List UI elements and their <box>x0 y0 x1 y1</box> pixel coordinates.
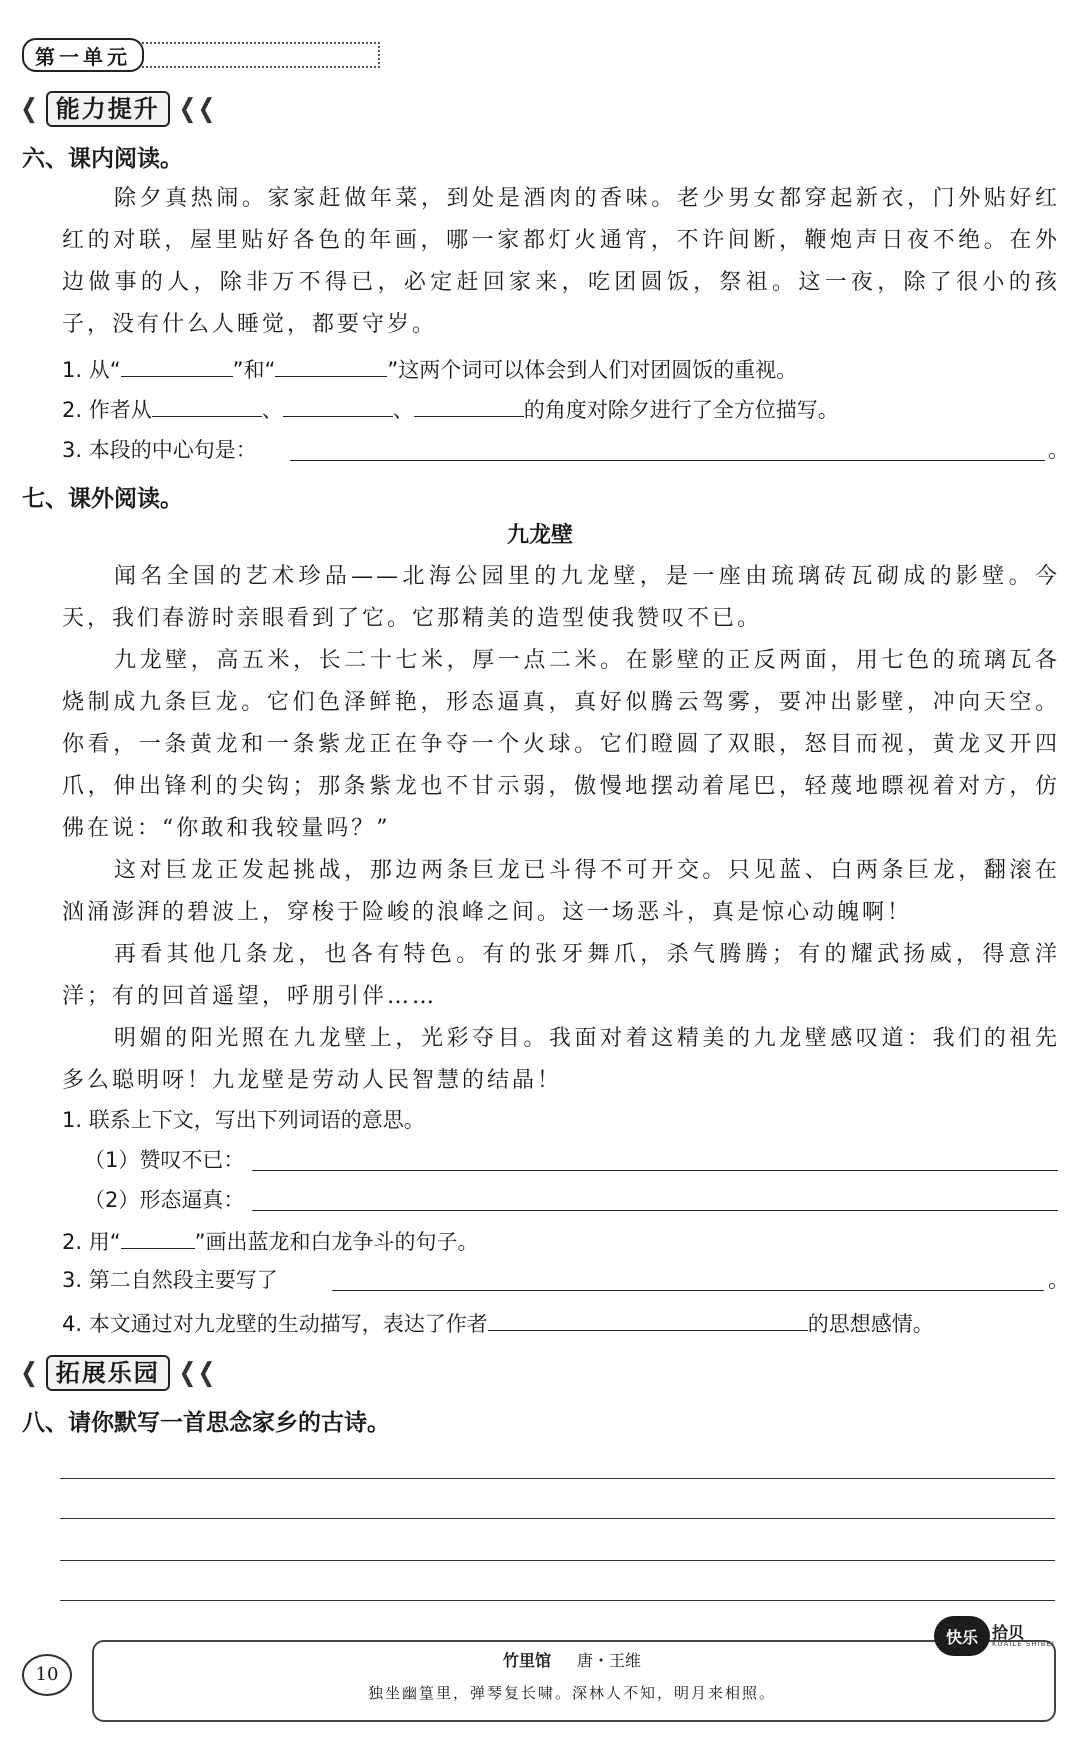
p7q2-text-b: ”画出蓝龙和白龙争斗的句子。 <box>194 1230 479 1254</box>
chevron-left-icon: ❮ <box>20 94 40 124</box>
section-badge-label: 能力提升 <box>46 91 170 127</box>
q2-blank-2[interactable] <box>283 390 393 417</box>
part7-q1: 1. 联系上下文，写出下列词语的意思。 <box>62 1108 425 1132</box>
part7-heading: 七、课外阅读。 <box>22 486 183 512</box>
article-paragraph-4: 再看其他几条龙，也各有特色。有的张牙舞爪，杀气腾腾；有的耀武扬威，得意洋洋；有的回首遥望，呼朋引伴…… <box>62 942 1060 1009</box>
article-paragraph-3: 这对巨龙正发起挑战，那边两条巨龙已斗得不可开交。只见蓝、白两条巨龙，翻滚在汹涌澎湃的碧波上，穿梭于险峻的浪峰之间。这一场恶斗，真是惊心动魄啊！ <box>62 858 1060 925</box>
part6-q2 <box>62 390 839 428</box>
part7-q1a: （1）赞叹不已： <box>84 1148 245 1172</box>
poem-writing-line-2[interactable] <box>60 1518 1055 1519</box>
q1-blank-2[interactable] <box>275 350 387 377</box>
p7q2-blank[interactable] <box>121 1222 195 1249</box>
part6-q1 <box>62 350 797 388</box>
section-badge-expand <box>18 1356 221 1390</box>
part7-q2 <box>62 1222 478 1260</box>
q1-text-c: ”这两个词可以体会到人们对团圆饭的重视。 <box>387 358 798 382</box>
q2-text-b: 的角度对除夕进行了全方位描写。 <box>523 398 839 422</box>
part6-heading: 六、课内阅读。 <box>22 146 183 172</box>
p7q3-answer-line[interactable] <box>332 1290 1044 1291</box>
q1-text-a: 1. 从“ <box>62 358 121 382</box>
unit-dotted-band <box>142 42 380 68</box>
part6-passage: 除夕真热闹。家家赶做年菜，到处是酒肉的香味。老少男女都穿起新衣，门外贴好红红的对联，屋里贴好各色的年画，哪一家都灯火通宵，不许间断，鞭炮声日夜不绝。在外边做事的人，除非万不得已，必定赶回家来，吃团圆饭，祭祖。这一夜，除了很小的孩子，没有什么人睡觉，都要守岁。 <box>62 186 1060 337</box>
speech-bubble-logo-icon: 快乐 <box>934 1616 990 1656</box>
part7-q3 <box>62 1262 278 1298</box>
poem-writing-line-1[interactable] <box>60 1478 1055 1479</box>
double-chevron-left-icon: ❮❮ <box>178 94 217 124</box>
q1-text-b: ”和“ <box>232 358 276 382</box>
q1b-answer-line[interactable] <box>252 1210 1058 1211</box>
q2-sep-1: 、 <box>261 398 283 422</box>
p7q3-text-a: 3. 第二自然段主要写了 <box>62 1268 278 1292</box>
logo-text: 拾贝 <box>992 1623 1025 1642</box>
chevron-left-icon: ❮ <box>20 1358 40 1388</box>
q3-text-a: 3. 本段的中心句是： <box>62 438 257 462</box>
logo-subtext: KUAILE SHIBEI <box>992 1640 1055 1648</box>
q3-end: 。 <box>1048 438 1069 462</box>
double-chevron-left-icon: ❮❮ <box>178 1358 217 1388</box>
poem-writing-line-4[interactable] <box>60 1600 1055 1601</box>
page-number: 10 <box>22 1654 72 1696</box>
section-badge-label: 拓展乐园 <box>46 1355 170 1391</box>
p7q2-text-a: 2. 用“ <box>62 1230 121 1254</box>
p7q4-blank[interactable] <box>488 1304 808 1331</box>
q1-blank-1[interactable] <box>121 350 233 377</box>
article-paragraph-2: 九龙壁，高五米，长二十七米，厚一点二米。在影壁的正反两面，用七色的琉璃瓦各烧制成九条巨龙。它们色泽鲜艳，形态逼真，真好似腾云驾雾，要冲出影壁，冲向天空。你看，一条黄龙和一条紫龙正在争夺一个火球。它们瞪圆了双眼，怒目而视，黄龙叉开四爪，伸出锋利的尖钩；那条紫龙也不甘示弱，傲慢地摆动着尾巴，轻蔑地瞟视着对方，仿佛在说：“你敢和我较量吗？” <box>62 648 1060 841</box>
article-title: 九龙壁 <box>506 523 573 548</box>
p7q4-text-a: 4. 本文通过对九龙壁的生动描写，表达了作者 <box>62 1312 488 1336</box>
q2-sep-2: 、 <box>392 398 414 422</box>
section-badge-ability <box>18 92 221 126</box>
q2-blank-1[interactable] <box>152 390 262 417</box>
poem-writing-line-3[interactable] <box>60 1560 1055 1561</box>
part8-heading: 八、请你默写一首思念家乡的古诗。 <box>22 1410 390 1436</box>
unit-tag: 第一单元 <box>22 38 144 72</box>
poem-text: 独坐幽篁里，弹琴复长啸。深林人不知，明月来相照。 <box>367 1684 776 1702</box>
poem-title: 竹里馆 <box>502 1651 551 1670</box>
poem-author: 唐・王维 <box>577 1651 642 1670</box>
p7q3-end: 。 <box>1048 1268 1069 1292</box>
article-paragraph-5: 明媚的阳光照在九龙壁上，光彩夺目。我面对着这精美的九龙壁感叹道：我们的祖先多么聪明呀！九龙壁是劳动人民智慧的结晶！ <box>62 1026 1060 1093</box>
q2-text-a: 2. 作者从 <box>62 398 152 422</box>
p7q4-text-b: 的思想感情。 <box>807 1312 934 1336</box>
part6-q3 <box>62 432 257 468</box>
article-paragraph-1: 闻名全国的艺术珍品——北海公园里的九龙壁，是一座由琉璃砖瓦砌成的影壁。今天，我们春游时亲眼看到了它。它那精美的造型使我赞叹不已。 <box>62 564 1060 631</box>
footer-poem-title <box>92 1648 1052 1671</box>
part7-q1b: （2）形态逼真： <box>84 1188 245 1212</box>
part7-q4 <box>62 1304 934 1342</box>
q3-answer-line[interactable] <box>290 460 1045 461</box>
q2-blank-3[interactable] <box>414 390 524 417</box>
q1a-answer-line[interactable] <box>252 1170 1058 1171</box>
